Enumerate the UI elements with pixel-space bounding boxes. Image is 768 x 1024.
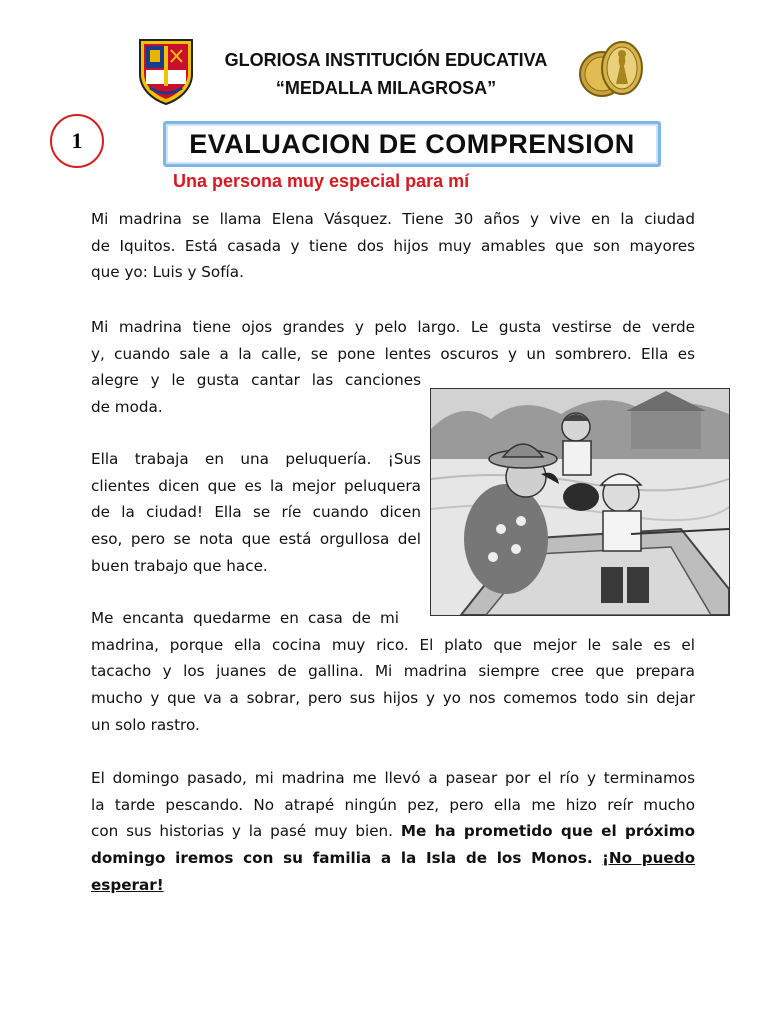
paragraph-4: Me encanta quedarme en casa de mi madrina, porque ella cocina muy rico. El plato que mejor le sale es el tacacho y los juanes de gallina. Mi madrina siempre cree que prepara mucho y que va a sobrar, pero sus hijos y yo nos comemos todo sin dejar un solo rastro. — [91, 609, 695, 734]
paragraph-2: Mi madrina tiene ojos grandes y pelo largo. Le gusta vestirse de verde y, cuando sale a la calle, se pone lentes oscuros y un sombrero. Ella es alegre y le gusta cantar las canciones de moda. — [91, 318, 695, 417]
promise-text-b: domingo iremos con su familia a la Isla de los Monos — [91, 849, 587, 868]
paragraph-1: Mi madrina se llama Elena Vásquez. Tiene 30 años y vive en la ciudad de Iquitos. Está casada y tiene dos hijos muy amables que son mayores que yo: Luis y Sofía. — [91, 210, 695, 282]
school-subname: “MEDALLA MILAGROSA” — [275, 78, 497, 98]
exclamation-a: ¡No puedo — [601, 849, 696, 868]
title-box — [163, 121, 661, 167]
exclamation-b: esperar! — [91, 875, 164, 894]
medal-image — [574, 36, 646, 106]
page-title: EVALUACION DE COMPRENSION — [189, 128, 635, 159]
school-name: GLORIOSA INSTITUCIÓN EDUCATIVA — [224, 50, 548, 70]
promise-text-a: Me ha prometido que el próximo — [400, 822, 696, 841]
paragraph-5-text: con sus historias y la pasé muy bien. — [91, 822, 394, 841]
story-subtitle: Una persona muy especial para mí — [173, 171, 470, 191]
question-number-badge: 1 — [50, 114, 104, 168]
fishing-boat-illustration — [430, 388, 730, 616]
paragraph-5: El domingo pasado, mi madrina me llevó a pasear por el río y terminamos la tarde pescando. No atrapé ningún pez, pero ella me hizo reír mucho con sus historias y la pasé muy bien. Me ha prometido que el próximo domingo iremos con su familia a la Isla de los Monos. ¡No puedo esperar! — [91, 769, 696, 894]
school-shield-logo — [136, 36, 196, 106]
paragraph-3: Ella trabaja en una peluquería. ¡Sus clientes dicen que es la mejor peluquera de la ciudad! Ella se ríe cuando dicen eso, pero se nota que está orgullosa del buen trabajo que hace. — [91, 450, 421, 575]
